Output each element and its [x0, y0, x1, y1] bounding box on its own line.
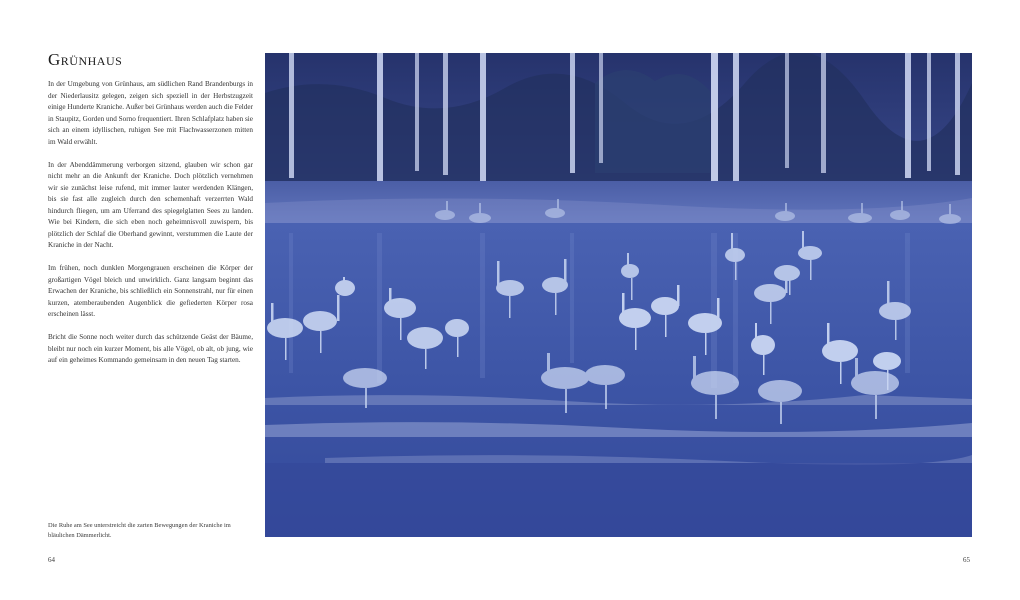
body-paragraph-2: In der Abenddämmerung verborgen sitzend, glauben wir schon gar nicht mehr an die Ankunft der Kraniche. Doch plötzlich vernehmen wir sie zunächst leise rufend, mit immer lauter werdenden Klängen, bis sie fast alle zugleich durch den schemenhaft verzerrten Wald hindurch fliegen, um am Uferrand des spiegelglatten Sees zu landen. Wie bei Kindern, die sich eben noch geheimnisvoll zuwispern, bis plötzlich der Schlaf die Oberhand gewinnt, verstummen die Laute der Kraniche in der Nacht. — [48, 160, 253, 249]
cranes-photo-illustration — [265, 53, 972, 537]
photo-caption: Die Ruhe am See unterstreicht die zarten Bewegungen der Kraniche im bläulichen Dämmerlicht. — [48, 522, 231, 539]
pine-tree-crown — [595, 70, 710, 173]
cranes-photograph — [265, 53, 972, 537]
page-number-left: 64 — [48, 556, 55, 564]
chapter-title: Grünhaus — [48, 50, 123, 69]
page-number-right: 65 — [963, 556, 970, 564]
body-paragraph-3: Im frühen, noch dunklen Morgengrauen erscheinen die Körper der großartigen Vögel bleich und unwirklich. Ganz langsam beginnt das Erwachen der Kraniche, bis schließlich ein Sonnenstrahl, nur für einen kurzen, atemberaubenden Augenblick die gefiederten Körper rosa erscheinen lässt. — [48, 264, 253, 318]
body-paragraph-4: Bricht die Sonne noch weiter durch das schützende Geäst der Bäume, bleibt nur noch ein kurzer Moment, bis alle Vögel, ob alt, ob jung, wie auf ein geheimes Kommando gemeinsam in den neuen Tag starten. — [48, 333, 253, 364]
left-page-text-column — [48, 50, 253, 378]
lake-foreground — [265, 463, 972, 537]
body-paragraph-1: In der Umgebung von Grünhaus, am südlichen Rand Brandenburgs in der Niederlausitz gelegen, zeigen sich speziell in der Herbstzugzeit einige Hunderte Kraniche. Außer bei Grünhaus werden auch die Felder in Staupitz, Gorden und Sorno frequentiert. Ihren Schlafplatz haben sie sich an einem idyllischen, ruhigen See mit Flachwasserzonen mitten im Wald erwählt. — [48, 80, 253, 146]
